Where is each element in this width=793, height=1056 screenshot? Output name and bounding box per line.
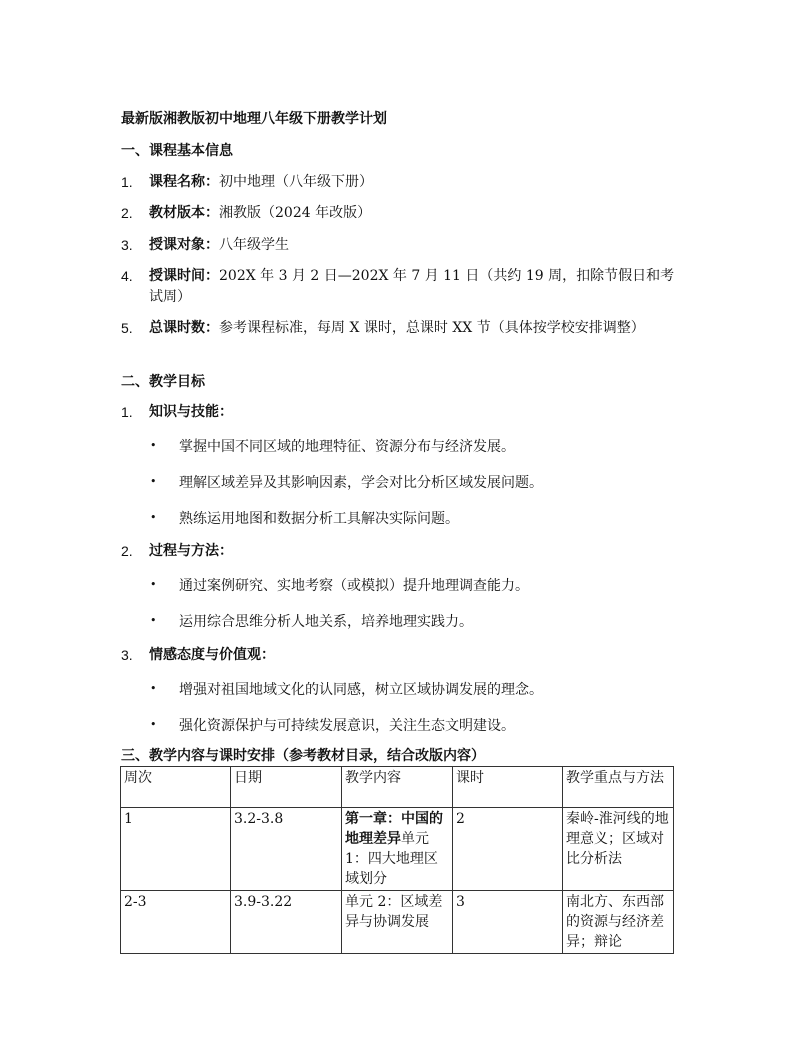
info-item <box>121 318 681 339</box>
bullet-dot-icon: • <box>150 578 157 591</box>
objective-label: 情感态度与价值观： <box>149 647 275 663</box>
bullet-item <box>150 612 670 633</box>
item-number: 3. <box>121 237 133 253</box>
bullet-text: 掌握中国不同区域的地理特征、资源分布与经济发展。 <box>179 439 515 455</box>
bullet-dot-icon: • <box>150 439 157 452</box>
table-cell-week: 1 <box>121 808 231 891</box>
item-number: 4. <box>121 268 133 284</box>
table-cell-date: 3.9-3.22 <box>231 891 342 954</box>
table-header-cell: 教学内容 <box>342 767 453 808</box>
bullet-text: 运用综合思维分析人地关系，培养地理实践力。 <box>179 614 473 630</box>
item-number: 1. <box>121 404 133 420</box>
item-label: 授课对象： <box>149 237 219 253</box>
table-cell-focus: 秦岭-淮河线的地理意义；区域对比分析法 <box>563 808 674 891</box>
table-row <box>121 891 674 954</box>
item-text: 初中地理（八年级下册） <box>219 174 373 190</box>
table-header-cell: 课时 <box>453 767 563 808</box>
info-item <box>121 172 681 193</box>
item-number: 3. <box>121 647 133 663</box>
bullet-item <box>150 473 670 494</box>
table-header-cell: 日期 <box>231 767 342 808</box>
content-chapter-title: 第一章：中国的地理差异 <box>345 811 443 847</box>
bullet-text: 通过案例研究、实地考察（或模拟）提升地理调查能力。 <box>179 578 529 594</box>
objective-group <box>121 402 681 423</box>
bullet-dot-icon: • <box>150 475 157 488</box>
table-header-cell: 周次 <box>121 767 231 808</box>
content-unit: 单元 1：四大地理区域划分 <box>345 831 438 887</box>
section-heading-basic-info: 一、课程基本信息 <box>121 143 233 159</box>
table-row <box>121 808 674 891</box>
table-cell-focus: 南北方、东西部的资源与经济差异；辩论 <box>563 891 674 954</box>
table-header-cell: 教学重点与方法 <box>563 767 674 808</box>
item-text: 202X 年 3 月 2 日—202X 年 7 月 11 日（共约 19 周，扣除节假日和考试周） <box>149 268 675 305</box>
table-cell-week: 2-3 <box>121 891 231 954</box>
bullet-item <box>150 437 670 458</box>
table-cell-content <box>342 808 453 891</box>
info-item <box>121 235 681 256</box>
bullet-dot-icon: • <box>150 718 157 731</box>
bullet-text: 增强对祖国地域文化的认同感，树立区域协调发展的理念。 <box>179 682 543 698</box>
document-title: 最新版湘教版初中地理八年级下册教学计划 <box>121 111 387 127</box>
table-cell-hours: 3 <box>453 891 563 954</box>
item-label: 教材版本： <box>149 205 219 221</box>
item-number: 2. <box>121 205 133 221</box>
objective-group <box>121 541 681 562</box>
item-label: 授课时间： <box>149 268 219 284</box>
bullet-item <box>150 716 670 737</box>
bullet-text: 强化资源保护与可持续发展意识，关注生态文明建设。 <box>179 718 515 734</box>
content-unit: 单元 2：区域差异与协调发展 <box>345 894 443 930</box>
item-number: 1. <box>121 174 133 190</box>
info-item <box>121 203 681 224</box>
bullet-dot-icon: • <box>150 511 157 524</box>
item-number: 2. <box>121 543 133 559</box>
item-number: 5. <box>121 320 133 336</box>
info-item <box>121 266 681 308</box>
objective-label: 过程与方法： <box>149 543 233 559</box>
bullet-dot-icon: • <box>150 682 157 695</box>
section-heading-schedule: 三、教学内容与课时安排（参考教材目录，结合改版内容） <box>121 748 485 764</box>
item-label: 课程名称： <box>149 174 219 190</box>
bullet-text: 熟练运用地图和数据分析工具解决实际问题。 <box>179 511 459 527</box>
bullet-text: 理解区域差异及其影响因素，学会对比分析区域发展问题。 <box>179 475 543 491</box>
table-cell-content <box>342 891 453 954</box>
bullet-item <box>150 509 670 530</box>
item-label: 总课时数： <box>149 320 219 336</box>
bullet-item <box>150 680 670 701</box>
section-heading-objectives: 二、教学目标 <box>121 374 205 390</box>
table-cell-hours: 2 <box>453 808 563 891</box>
bullet-dot-icon: • <box>150 614 157 627</box>
table-header-row <box>121 767 674 808</box>
objective-group <box>121 645 681 666</box>
table-cell-date: 3.2-3.8 <box>231 808 342 891</box>
schedule-table <box>120 766 674 954</box>
item-text: 湘教版（2024 年改版） <box>219 205 372 221</box>
objective-label: 知识与技能： <box>149 404 233 420</box>
bullet-item <box>150 576 670 597</box>
item-text: 参考课程标准，每周 X 课时，总课时 XX 节（具体按学校安排调整） <box>219 320 645 336</box>
item-text: 八年级学生 <box>219 237 289 253</box>
